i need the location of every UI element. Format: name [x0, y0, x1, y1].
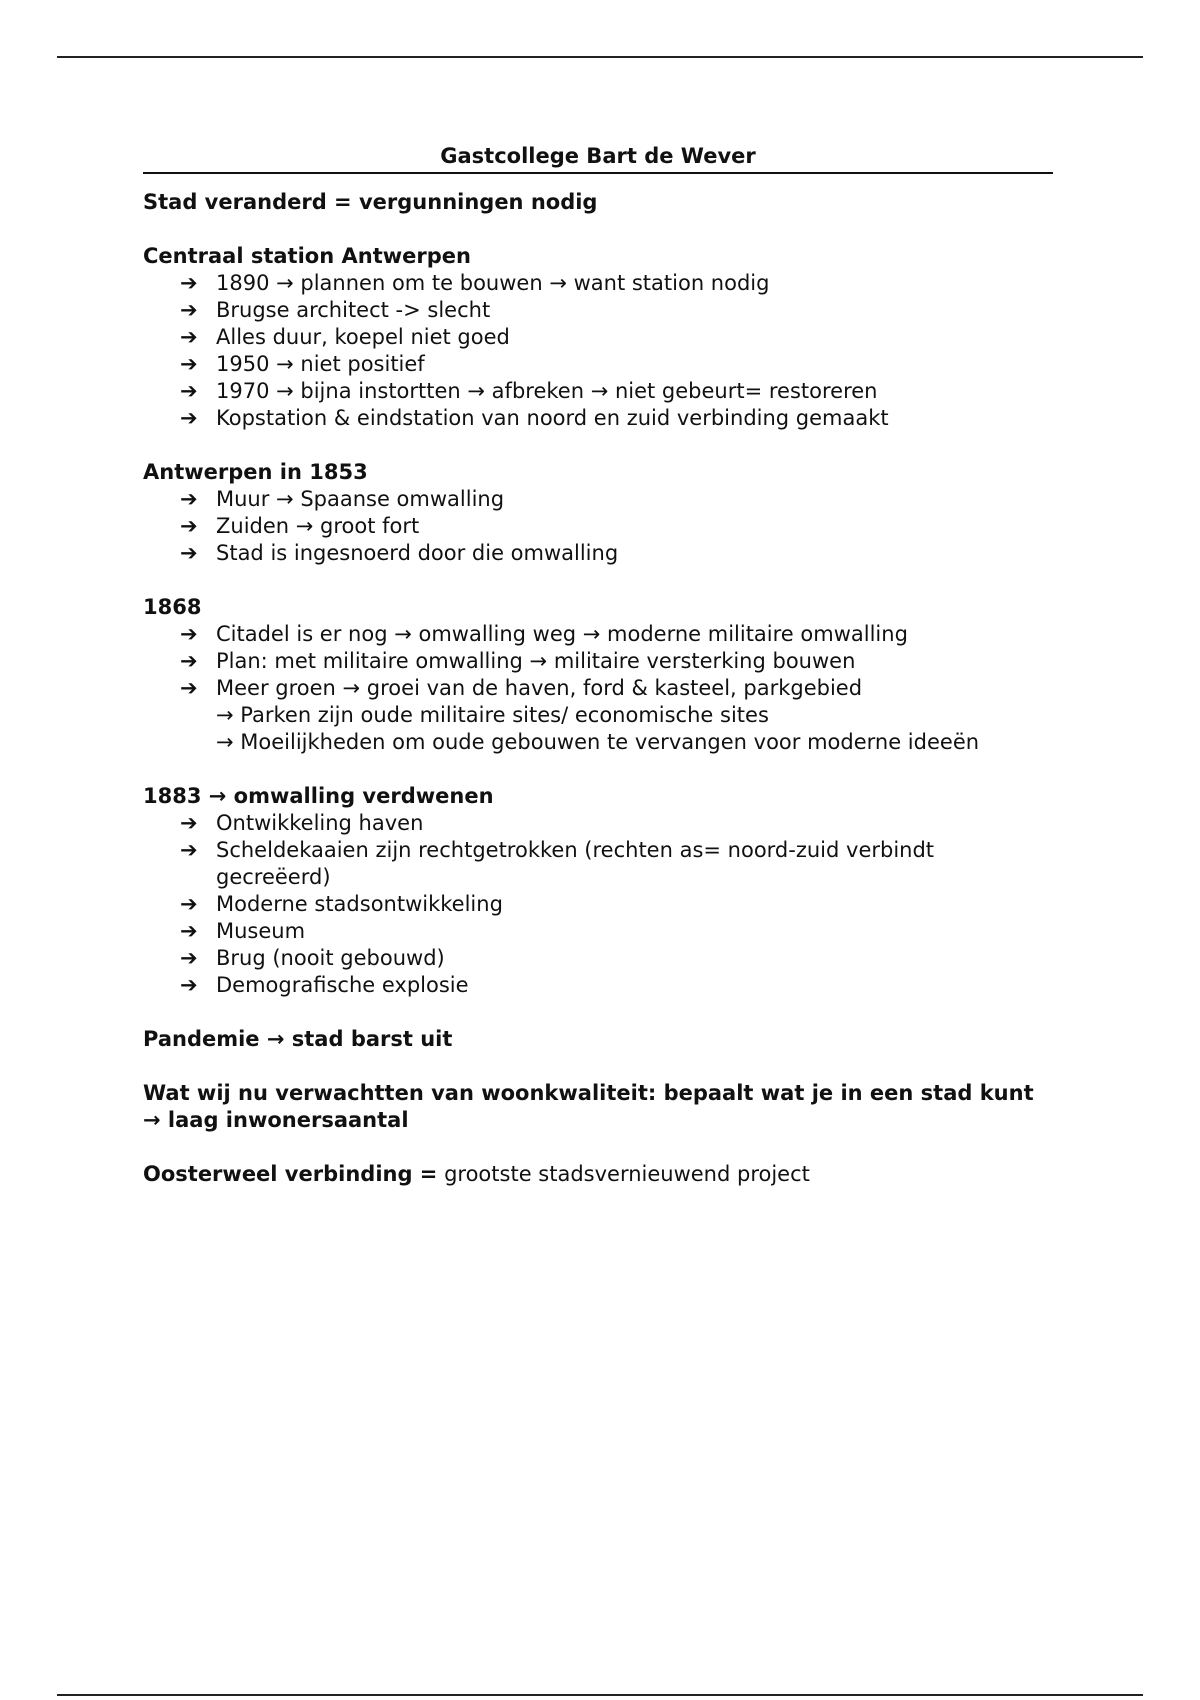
- list-centraal-station: [143, 270, 1053, 432]
- sub-item: → Moeilijkheden om oude gebouwen te vervangen voor moderne ideeën: [216, 730, 980, 754]
- list-item: ➔ Moderne stadsontwikkeling: [180, 892, 503, 916]
- heading-woonkwaliteit: Wat wij nu verwachtten van woonkwaliteit: bepaalt wat je in een stad kunt → laag inwonersaantal: [143, 1081, 1034, 1132]
- line-oosterweel: [143, 1161, 1053, 1188]
- list-item: ➔ Plan: met militaire omwalling → militaire versterking bouwen: [180, 649, 856, 673]
- right-arrow-icon: ➔: [180, 325, 198, 349]
- list-item: ➔ 1890 → plannen om te bouwen → want station nodig: [180, 271, 770, 295]
- list-item: ➔ 1950 → niet positief: [180, 352, 425, 376]
- right-arrow-icon: ➔: [180, 271, 198, 295]
- list-item: ➔ Muur → Spaanse omwalling: [180, 487, 505, 511]
- list-1883: [143, 810, 1053, 999]
- list-item: ➔ Brugse architect -> slecht: [180, 298, 491, 322]
- sub-item: → Parken zijn oude militaire sites/ economische sites: [216, 703, 769, 727]
- heading-antwerpen-1853: Antwerpen in 1853: [143, 460, 368, 484]
- list-item: ➔ Kopstation & eindstation van noord en zuid verbinding gemaakt: [180, 406, 889, 430]
- oosterweel-text: grootste stadsvernieuwend project: [437, 1162, 810, 1186]
- list-item: ➔ Brug (nooit gebouwd): [180, 946, 445, 970]
- oosterweel-label: Oosterweel verbinding =: [143, 1162, 438, 1186]
- right-arrow-icon: ➔: [180, 379, 198, 403]
- right-arrow-icon: ➔: [180, 811, 198, 835]
- heading-1868: 1868: [143, 595, 202, 619]
- right-arrow-icon: ➔: [180, 946, 198, 970]
- list-1868: [143, 621, 1053, 702]
- list-item: ➔ Alles duur, koepel niet goed: [180, 325, 510, 349]
- list-item: ➔ Demografische explosie: [180, 973, 469, 997]
- list-item: ➔ Stad is ingesnoerd door die omwalling: [180, 541, 619, 565]
- right-arrow-icon: ➔: [180, 514, 198, 538]
- list-item: ➔ 1970 → bijna instortten → afbreken → niet gebeurt= restoreren: [180, 379, 878, 403]
- right-arrow-icon: ➔: [180, 919, 198, 943]
- right-arrow-icon: ➔: [180, 541, 198, 565]
- top-rule: [57, 56, 1143, 58]
- list-item: ➔ Meer groen → groei van de haven, ford & kasteel, parkgebied: [180, 676, 863, 700]
- right-arrow-icon: ➔: [180, 838, 198, 862]
- list-item: ➔ Museum: [180, 919, 306, 943]
- heading-centraal-station: Centraal station Antwerpen: [143, 244, 471, 268]
- right-arrow-icon: ➔: [180, 649, 198, 673]
- list-item: ➔ Ontwikkeling haven: [180, 811, 424, 835]
- right-arrow-icon: ➔: [180, 298, 198, 322]
- heading-stad-veranderd: Stad veranderd = vergunningen nodig: [143, 190, 598, 214]
- document: [143, 142, 1053, 1188]
- list-item: ➔ Zuiden → groot fort: [180, 514, 420, 538]
- list-item: ➔ Scheldekaaien zijn rechtgetrokken (rechten as= noord-zuid verbindt gecreëerd): [180, 838, 935, 889]
- document-title: Gastcollege Bart de Wever: [143, 142, 1053, 174]
- right-arrow-icon: ➔: [180, 892, 198, 916]
- heading-pandemie: Pandemie → stad barst uit: [143, 1027, 453, 1051]
- right-arrow-icon: ➔: [180, 973, 198, 997]
- bottom-rule: [57, 1694, 1143, 1696]
- right-arrow-icon: ➔: [180, 622, 198, 646]
- list-item: ➔ Citadel is er nog → omwalling weg → moderne militaire omwalling: [180, 622, 908, 646]
- heading-1883: 1883 → omwalling verdwenen: [143, 784, 494, 808]
- right-arrow-icon: ➔: [180, 406, 198, 430]
- right-arrow-icon: ➔: [180, 487, 198, 511]
- right-arrow-icon: ➔: [180, 352, 198, 376]
- right-arrow-icon: ➔: [180, 676, 198, 700]
- list-antwerpen-1853: [143, 486, 1053, 567]
